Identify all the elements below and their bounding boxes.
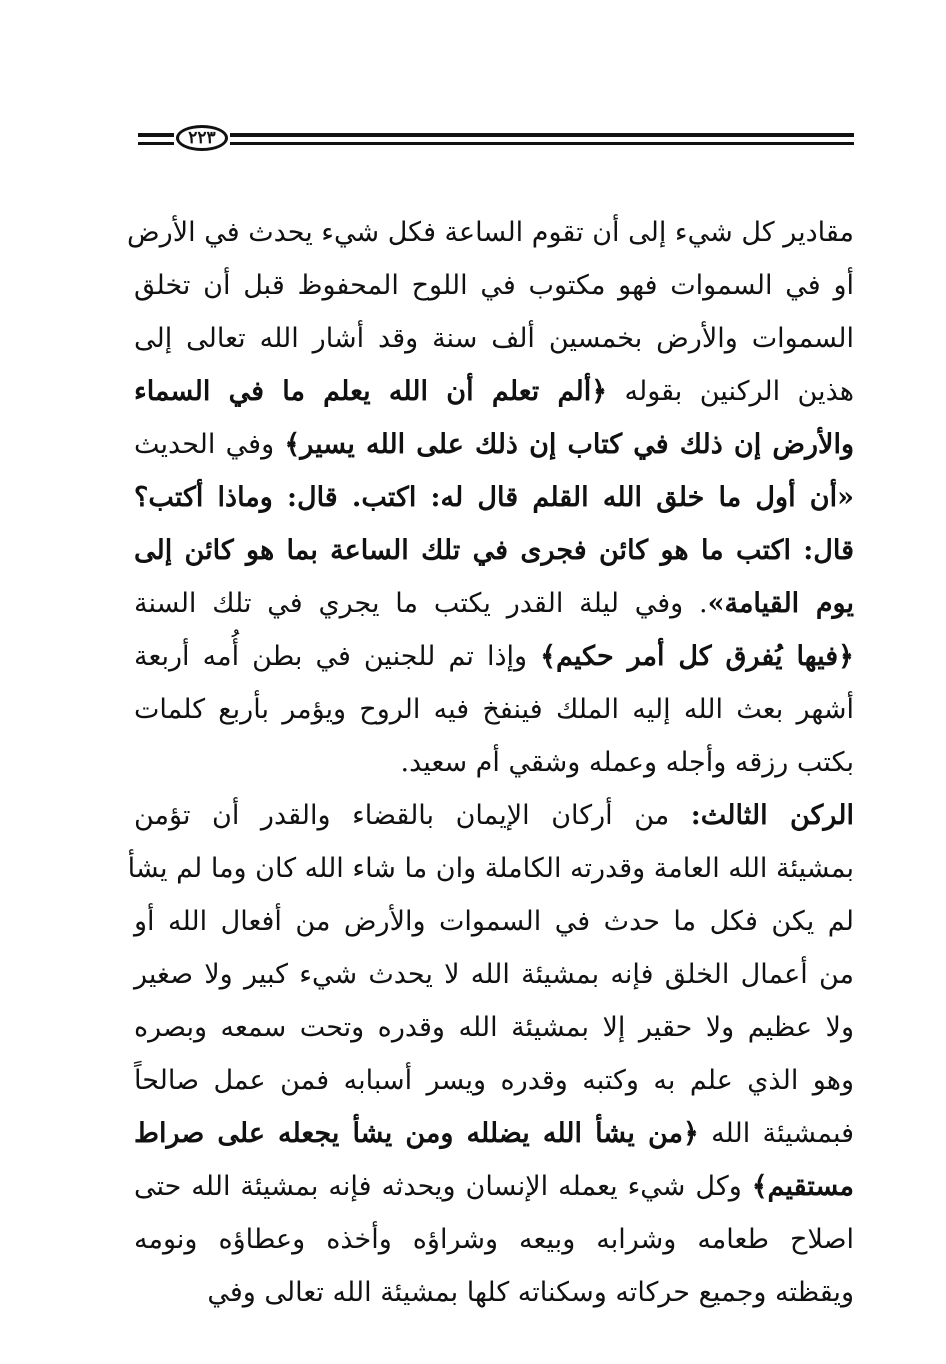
text-segment-bold: مستقيم﴾ bbox=[751, 1171, 854, 1202]
text-segment: من أعمال الخلق فإنه بمشيئة الله لا يحدث شيء كبير ولا صغير bbox=[134, 959, 854, 990]
text-line bbox=[134, 1107, 854, 1160]
text-segment: هذين الركنين بقوله bbox=[607, 376, 854, 407]
page-number: ٢٢٣ bbox=[176, 125, 228, 151]
text-line bbox=[134, 736, 854, 789]
text-segment: وكل شيء يعمله الإنسان ويحدثه فإنه بمشيئة الله حتى bbox=[134, 1171, 752, 1202]
text-line bbox=[134, 524, 854, 577]
header-rule-left bbox=[138, 133, 174, 137]
text-line bbox=[127, 842, 854, 895]
text-line bbox=[134, 683, 854, 736]
text-segment: السموات والأرض بخمسين ألف سنة وقد أشار الله تعالى إلى bbox=[134, 323, 854, 354]
text-line bbox=[134, 577, 854, 630]
text-line bbox=[134, 948, 854, 1001]
text-line bbox=[134, 1266, 854, 1319]
text-segment: مقادير كل شيء إلى أن تقوم الساعة فكل شيء يحدث في الأرض bbox=[127, 217, 854, 248]
text-segment: اصلاح طعامه وشرابه وبيعه وشراؤه وأخذه وعطاؤه ونومه bbox=[134, 1224, 854, 1255]
header-rule-thick bbox=[230, 133, 854, 137]
text-segment: فبمشيئة الله bbox=[698, 1118, 854, 1149]
text-line bbox=[134, 630, 854, 683]
text-segment: وهو الذي علم به وكتبه وقدره ويسر أسبابه فمن عمل صالحاً bbox=[134, 1065, 854, 1096]
text-line bbox=[134, 1054, 854, 1107]
text-segment: وإذا تم للجنين في بطن أُمه أربعة bbox=[134, 641, 541, 672]
text-segment-bold: الركن الثالث: bbox=[690, 800, 854, 831]
text-segment-bold: ﴿ألم تعلم أن الله يعلم ما في السماء bbox=[134, 376, 608, 407]
text-segment-bold: «أن أول ما خلق الله القلم قال له: اكتب. قال: وماذا أكتب؟ bbox=[134, 482, 854, 513]
text-line bbox=[134, 418, 854, 471]
text-segment-bold: يوم القيامة» bbox=[707, 588, 854, 619]
text-line bbox=[134, 365, 854, 418]
body-text bbox=[127, 206, 854, 1319]
text-segment-bold: ﴿من يشأ الله يضلله ومن يشأ يجعله على صراط bbox=[134, 1118, 699, 1149]
text-segment: بكتب رزقه وأجله وعمله وشقي أم سعيد. bbox=[400, 747, 854, 778]
text-segment: وفي الحديث bbox=[134, 429, 285, 460]
header-rule-thin bbox=[230, 142, 854, 145]
text-line bbox=[134, 1213, 854, 1266]
text-line bbox=[134, 312, 854, 365]
header-rule-left-thin bbox=[138, 142, 174, 145]
text-segment: ويقظته وجميع حركاته وسكناته كلها بمشيئة الله تعالى وفي bbox=[207, 1277, 854, 1308]
text-segment-bold: قال: اكتب ما هو كائن فجرى في تلك الساعة بما هو كائن إلى bbox=[134, 535, 854, 566]
text-line bbox=[134, 471, 854, 524]
text-segment: . وفي ليلة القدر يكتب ما يجري في تلك السنة bbox=[134, 588, 708, 619]
text-segment: أو في السموات فهو مكتوب في اللوح المحفوظ قبل أن تخلق bbox=[134, 270, 854, 301]
text-line bbox=[134, 895, 854, 948]
text-line bbox=[134, 1001, 854, 1054]
text-segment-bold: والأرض إن ذلك في كتاب إن ذلك على الله يسير﴾ bbox=[284, 429, 854, 460]
text-segment: بمشيئة الله العامة وقدرته الكاملة وان ما شاء الله كان وما لم يشأ bbox=[127, 853, 854, 884]
text-line bbox=[127, 206, 854, 259]
text-segment: من أركان الإيمان بالقضاء والقدر أن تؤمن bbox=[134, 800, 691, 831]
text-line bbox=[134, 789, 854, 842]
text-line bbox=[134, 259, 854, 312]
text-segment-bold: ﴿فيها يُفرق كل أمر حكيم﴾ bbox=[540, 641, 854, 672]
page-header bbox=[138, 124, 854, 158]
text-segment: ولا عظيم ولا حقير إلا بمشيئة الله وقدره وتحت سمعه وبصره bbox=[134, 1012, 854, 1043]
text-segment: أشهر بعث الله إليه الملك فينفخ فيه الروح ويؤمر بأربع كلمات bbox=[134, 694, 854, 725]
text-segment: لم يكن فكل ما حدث في السموات والأرض من أفعال الله أو bbox=[134, 906, 854, 937]
text-line bbox=[134, 1160, 854, 1213]
